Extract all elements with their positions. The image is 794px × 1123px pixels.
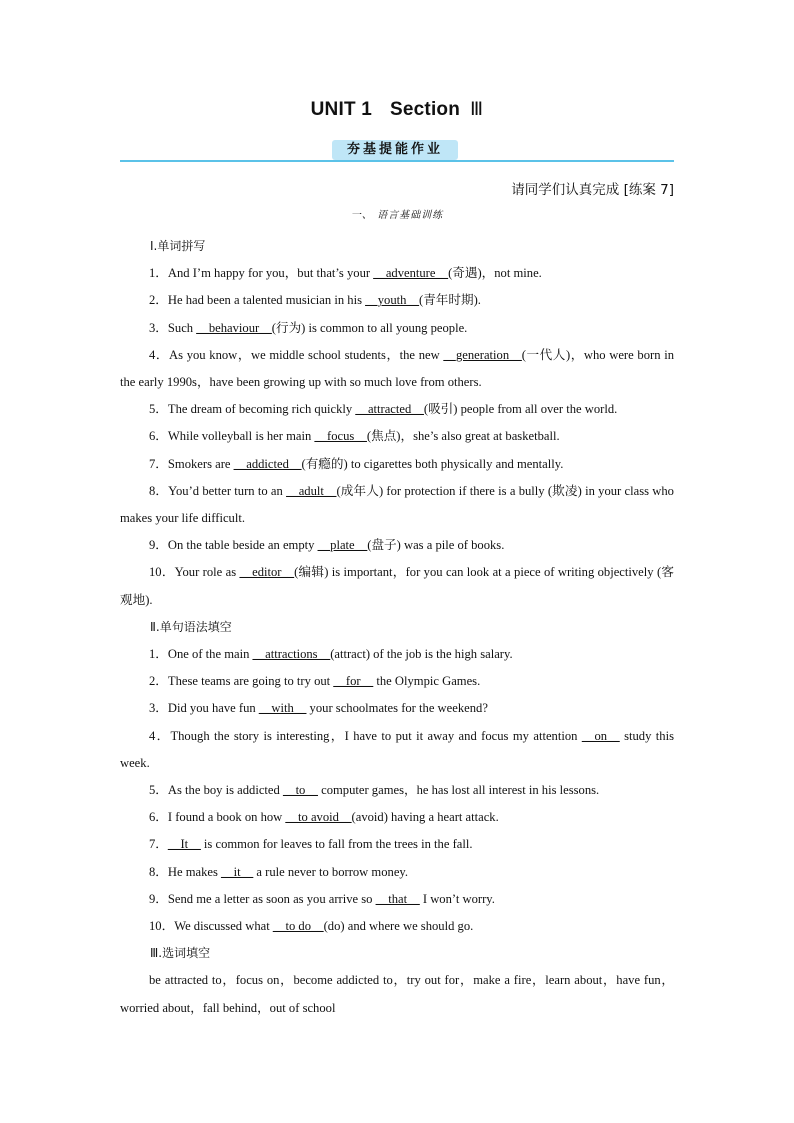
question-item — [120, 804, 674, 831]
assignment-meta: 请同学们认真完成 [练案 7] — [511, 182, 674, 198]
answer-blank: __focus__ — [314, 429, 367, 444]
answer-blank: __youth__ — [365, 293, 420, 308]
question-text-tail: (一代人)，who were born in the early 1990s，have been growing up with so much love from others. — [120, 347, 674, 390]
answer-blank: __for__ — [333, 674, 374, 689]
question-item — [120, 777, 674, 804]
part3-heading: Ⅲ.选词填空 — [150, 946, 211, 961]
question-text: 8．You’d better turn to an — [149, 483, 287, 498]
question-text: 10．Your role as — [149, 565, 240, 580]
question-item — [120, 478, 674, 532]
section-label: Section — [390, 99, 461, 120]
question-item — [120, 641, 674, 668]
answer-blank: __adult__ — [286, 483, 337, 498]
page-title — [120, 98, 674, 121]
answer-blank: __plate__ — [317, 538, 368, 553]
question-text-tail: (青年时期). — [419, 293, 481, 308]
question-text-tail: the Olympic Games. — [373, 674, 481, 689]
question-text-tail: (盘子) was a pile of books. — [367, 538, 505, 553]
question-text-tail: (吸引) people from all over the world. — [423, 402, 618, 417]
question-text-tail: computer games，he has lost all interest in his lessons. — [317, 783, 600, 798]
question-item — [120, 723, 674, 777]
banner-label: 夯基提能作业 — [332, 140, 458, 160]
question-text: 3．Did you have fun — [149, 701, 259, 716]
question-text-tail: a rule never to borrow money. — [253, 864, 409, 879]
question-text: 6．I found a book on how — [149, 810, 286, 825]
question-text-tail: your schoolmates for the weekend? — [306, 701, 488, 716]
question-text: 2．He had been a talented musician in his — [149, 293, 366, 308]
question-item — [120, 423, 674, 450]
answer-blank: __on__ — [581, 728, 620, 743]
question-item — [120, 913, 674, 940]
question-text: 10．We discussed what — [149, 919, 273, 934]
part2-heading: Ⅱ.单句语法填空 — [150, 619, 232, 634]
part1-heading: Ⅰ.单词拼写 — [150, 239, 206, 253]
part1-list — [120, 260, 674, 614]
unit-label: UNIT 1 — [310, 99, 373, 120]
section-subheading: 一、 语言基础训练 — [350, 210, 444, 221]
question-item — [120, 831, 674, 858]
question-item — [120, 342, 674, 396]
question-item — [120, 451, 674, 478]
answer-blank: __adventure__ — [373, 266, 449, 281]
question-text: 5．As the boy is addicted — [149, 783, 283, 798]
question-text: 2．These teams are going to try out — [149, 674, 334, 689]
question-text: 7． — [149, 837, 168, 852]
question-text: 1．One of the main — [149, 647, 253, 662]
answer-blank: __to do__ — [272, 919, 324, 934]
question-text-tail: is common for leaves to fall from the trees in the fall. — [200, 837, 473, 852]
answer-blank: __addicted__ — [233, 456, 302, 471]
question-item — [120, 287, 674, 314]
question-item — [120, 260, 674, 287]
worksheet-body — [120, 233, 674, 1022]
question-text: 5．The dream of becoming rich quickly — [149, 402, 356, 417]
question-text: 9．Send me a letter as soon as you arrive so — [149, 891, 376, 906]
question-text-tail: (avoid) having a heart attack. — [351, 810, 499, 825]
question-item — [120, 532, 674, 559]
answer-blank: __attracted__ — [355, 402, 424, 417]
word-bank: be attracted to，focus on，become addicted to，try out for，make a fire，learn about，have fun，worried about，fall behind，out of school — [120, 973, 674, 1015]
answer-blank: __generation__ — [443, 347, 522, 362]
question-text: 6．While volleyball is her main — [149, 429, 315, 444]
question-item — [120, 559, 674, 613]
question-text: 7．Smokers are — [149, 456, 234, 471]
question-text: 9．On the table beside an empty — [149, 538, 318, 553]
answer-blank: __that__ — [375, 891, 420, 906]
question-item — [120, 668, 674, 695]
question-text-tail: (行为) is common to all young people. — [271, 320, 468, 335]
question-item — [120, 859, 674, 886]
question-text-tail: (成年人) for protection if there is a bully (欺凌) in your class who makes your life difficult. — [120, 483, 674, 526]
answer-blank: __attractions__ — [252, 647, 331, 662]
question-text: 4．Though the story is interesting，I have to put it away and focus my attention — [149, 728, 582, 743]
question-text: 1．And I’m happy for you，but that’s your — [149, 266, 374, 281]
question-text-tail: study this week. — [120, 728, 674, 770]
question-item — [120, 315, 674, 342]
section-number: Ⅲ — [470, 98, 484, 120]
question-text-tail: (编辑) is important，for you can look at a piece of writing objectively (客观地). — [120, 565, 674, 607]
answer-blank: __It__ — [167, 837, 201, 852]
answer-blank: __editor__ — [239, 565, 295, 580]
answer-blank: __it__ — [221, 864, 254, 879]
answer-blank: __to avoid__ — [285, 810, 352, 825]
question-text-tail: (奇遇)，not mine. — [448, 266, 542, 281]
question-text-tail: I won’t worry. — [419, 891, 495, 906]
part2-list — [120, 641, 674, 940]
question-text-tail: (do) and where we should go. — [323, 919, 474, 934]
answer-blank: __behaviour__ — [196, 320, 272, 335]
question-text-tail: (attract) of the job is the high salary. — [330, 647, 513, 662]
question-item — [120, 886, 674, 913]
question-text: 3．Such — [149, 320, 197, 335]
question-item — [120, 396, 674, 423]
answer-blank: __to__ — [282, 783, 318, 798]
answer-blank: __with__ — [258, 701, 307, 716]
question-text-tail: (焦点)，she’s also great at basketball. — [366, 429, 560, 444]
question-text: 4．As you know，we middle school students，the new — [149, 347, 444, 362]
question-text-tail: (有瘾的) to cigarettes both physically and mentally. — [301, 456, 564, 471]
header-divider — [120, 160, 674, 162]
question-item — [120, 695, 674, 722]
question-text: 8．He makes — [149, 864, 222, 879]
